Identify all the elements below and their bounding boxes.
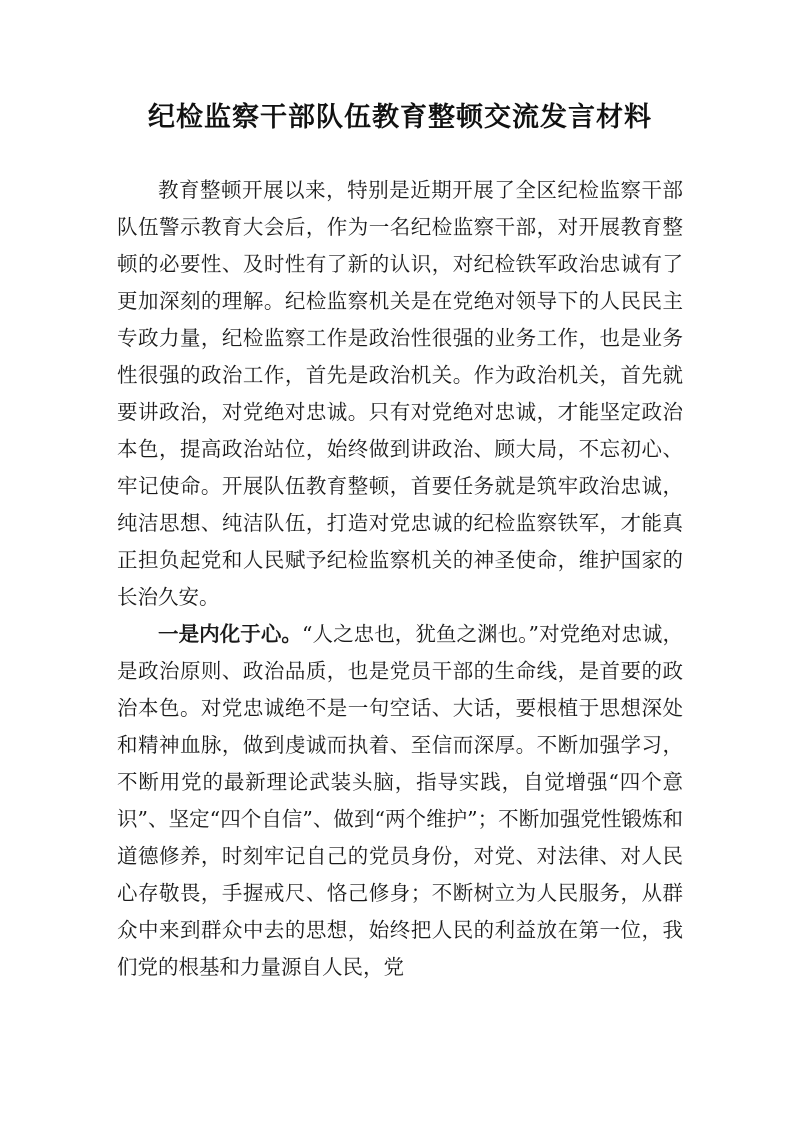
paragraph-intro: 教育整顿开展以来，特别是近期开展了全区纪检监察干部队伍警示教育大会后，作为一名纪检监察干部，对开展教育整顿的必要性、及时性有了新的认识，对纪检铁军政治忠诚有了更加深刻的理解。纪检监察机关是在党绝对领导下的人民民主专政力量，纪检监察工作是政治性很强的业务工作，也是业务性很强的政治工作，首先是政治机关。作为政治机关，首先就要讲政治，对党绝对忠诚。只有对党绝对忠诚，才能坚定政治本色，提高政治站位，始终做到讲政治、顾大局，不忘初心、牢记使命。开展队伍教育整顿，首要任务就是筑牢政治忠诚，纯洁思想、纯洁队伍，打造对党忠诚的纪检监察铁军，才能真正担负起党和人民赋予纪检监察机关的神圣使命，维护国家的长治久安。	[117, 178, 683, 609]
paragraph-inner-loyalty	[117, 616, 683, 986]
document-title: 纪检监察干部队伍教育整顿交流发言材料	[148, 102, 652, 133]
paragraph-body-text: “人之忠也，犹鱼之渊也。”对党绝对忠诚，是政治原则、政治品质，也是党员干部的生命线，是首要的政治本色。对党忠诚绝不是一句空话、大话，要根植于思想深处和精神血脉，做到虔诚而执着、至信而深厚。不断加强学习，不断用党的最新理论武装头脑，指导实践，自觉增强“四个意识”、坚定“四个自信”、做到“两个维护”；不断加强党性锻炼和道德修养，时刻牢记自己的党员身份，对党、对法律、对人民心存敬畏，手握戒尺、恪己修身；不断树立为人民服务，从群众中来到群众中去的思想，始终把人民的利益放在第一位，我们党的根基和力量源自人民，党	[117, 622, 683, 979]
paragraph-lead-heading: 一是内化于心。	[158, 622, 302, 646]
